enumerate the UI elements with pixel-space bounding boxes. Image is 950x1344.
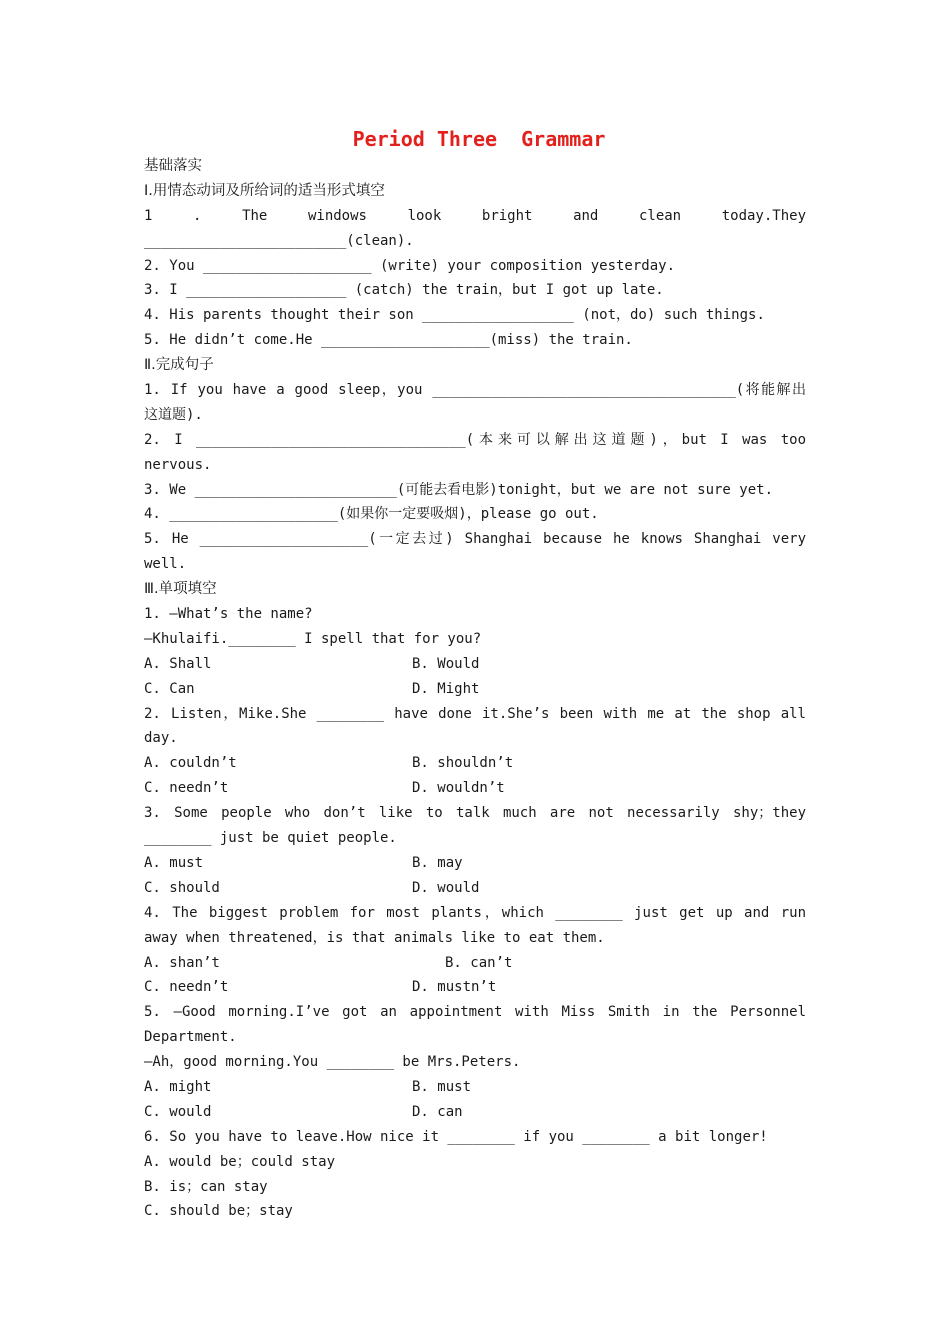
s1-question-3: 3. I ___________________ (catch) the train，but I got up late. xyxy=(144,282,664,299)
s2-question-4: 4. ____________________(如果你一定要吸烟)，please go out. xyxy=(144,506,599,523)
s3-q3-options-row-1 xyxy=(144,851,806,876)
s3-q3-options-row-2 xyxy=(144,876,806,901)
option-a: A. couldn’t xyxy=(144,755,237,772)
option-c: C. needn’t xyxy=(144,780,229,797)
s3-q1-options-row-1 xyxy=(144,652,806,677)
s3-question-4: 4. The biggest problem for most plants，which ________ just get up and run xyxy=(144,904,806,921)
s1-question-1: 1 . The windows look bright and clean today.They xyxy=(144,207,806,224)
option-d: D. would xyxy=(412,879,480,896)
section-1-heading: Ⅰ.用情态动词及所给词的适当形式填空 xyxy=(144,182,385,199)
s3-q2-options-row-1 xyxy=(144,751,806,776)
s3-question-3-cont: ________ just be quiet people. xyxy=(144,830,397,847)
option-d: D. mustn’t xyxy=(412,979,497,996)
s3-question-2: 2. Listen，Mike.She ________ have done it.She’s been with me at the shop all xyxy=(144,705,806,722)
s3-question-2-cont: day. xyxy=(144,730,178,747)
s2-question-2-cont: nervous. xyxy=(144,456,212,473)
s3-q1-options-row-2 xyxy=(144,677,806,702)
option-b: B. shouldn’t xyxy=(412,755,514,772)
option-a: A. might xyxy=(144,1078,212,1095)
option-b: B. must xyxy=(412,1078,472,1095)
s1-question-2: 2. You ____________________ (write) your composition yesterday. xyxy=(144,257,676,274)
option-a: A. Shall xyxy=(144,655,212,672)
option-d: D. can xyxy=(412,1103,463,1120)
option-a: A. would be；could stay xyxy=(144,1153,336,1170)
option-a: A. must xyxy=(144,854,204,871)
s3-question-4-cont: away when threatened，is that animals like to eat them. xyxy=(144,929,605,946)
option-d: D. wouldn’t xyxy=(412,780,505,797)
s2-question-1-cont: 这道题). xyxy=(144,406,203,423)
option-c: C. Can xyxy=(144,680,195,697)
s3-q4-options-row-2 xyxy=(144,975,806,1000)
option-c: C. would xyxy=(144,1103,212,1120)
section-3-heading: Ⅲ.单项填空 xyxy=(144,581,217,598)
s3-question-5-cont: Department. xyxy=(144,1029,237,1046)
option-a: A. shan’t xyxy=(144,954,220,971)
s2-question-5-cont: well. xyxy=(144,556,187,573)
page-title: Period Three Grammar xyxy=(352,127,606,151)
s2-question-3: 3. We ________________________(可能去看电影)tonight，but we are not sure yet. xyxy=(144,481,774,498)
option-b: B. can’t xyxy=(445,954,513,971)
s3-question-6: 6. So you have to leave.How nice it ________ if you ________ a bit longer! xyxy=(144,1128,768,1145)
option-d: D. Might xyxy=(412,680,480,697)
option-b: B. is；can stay xyxy=(144,1178,268,1195)
subtitle: 基础落实 xyxy=(144,158,202,174)
option-c: C. needn’t xyxy=(144,979,229,996)
option-b: B. may xyxy=(412,854,463,871)
option-c: C. should xyxy=(144,879,220,896)
s3-q2-options-row-2 xyxy=(144,776,806,801)
s2-question-1: 1. If you have a good sleep，you ____________________________________(将能解出 xyxy=(144,382,806,399)
worksheet-page xyxy=(144,124,806,1224)
s3-question-5-reply: —Ah，good morning.You ________ be Mrs.Peters. xyxy=(144,1054,521,1071)
option-c: C. should be；stay xyxy=(144,1203,293,1220)
option-b: B. Would xyxy=(412,655,480,672)
s3-q4-options-row-1 xyxy=(144,951,806,976)
s1-question-5: 5. He didn’t come.He ____________________(miss) the train. xyxy=(144,332,633,349)
s3-question-5: 5. —Good morning.I’ve got an appointment with Miss Smith in the Personnel xyxy=(144,1004,806,1021)
s1-question-1-cont: ________________________(clean). xyxy=(144,232,414,249)
s3-question-1: 1. —What’s the name? xyxy=(144,606,313,623)
s2-question-5: 5. He ____________________(一定去过) Shanghai because he knows Shanghai very xyxy=(144,531,806,548)
s3-question-3: 3. Some people who don’t like to talk much are not necessarily shy；they xyxy=(144,805,806,822)
section-2-heading: Ⅱ.完成句子 xyxy=(144,357,214,374)
s3-question-1-cont: —Khulaifi.________ I spell that for you? xyxy=(144,630,482,647)
s3-q5-options-row-2 xyxy=(144,1100,806,1125)
s2-question-2: 2. I ________________________________(本来可以解出这道题)，but I was too xyxy=(144,431,806,448)
s1-question-4: 4. His parents thought their son __________________ (not，do) such things. xyxy=(144,307,765,324)
s3-q5-options-row-1 xyxy=(144,1075,806,1100)
